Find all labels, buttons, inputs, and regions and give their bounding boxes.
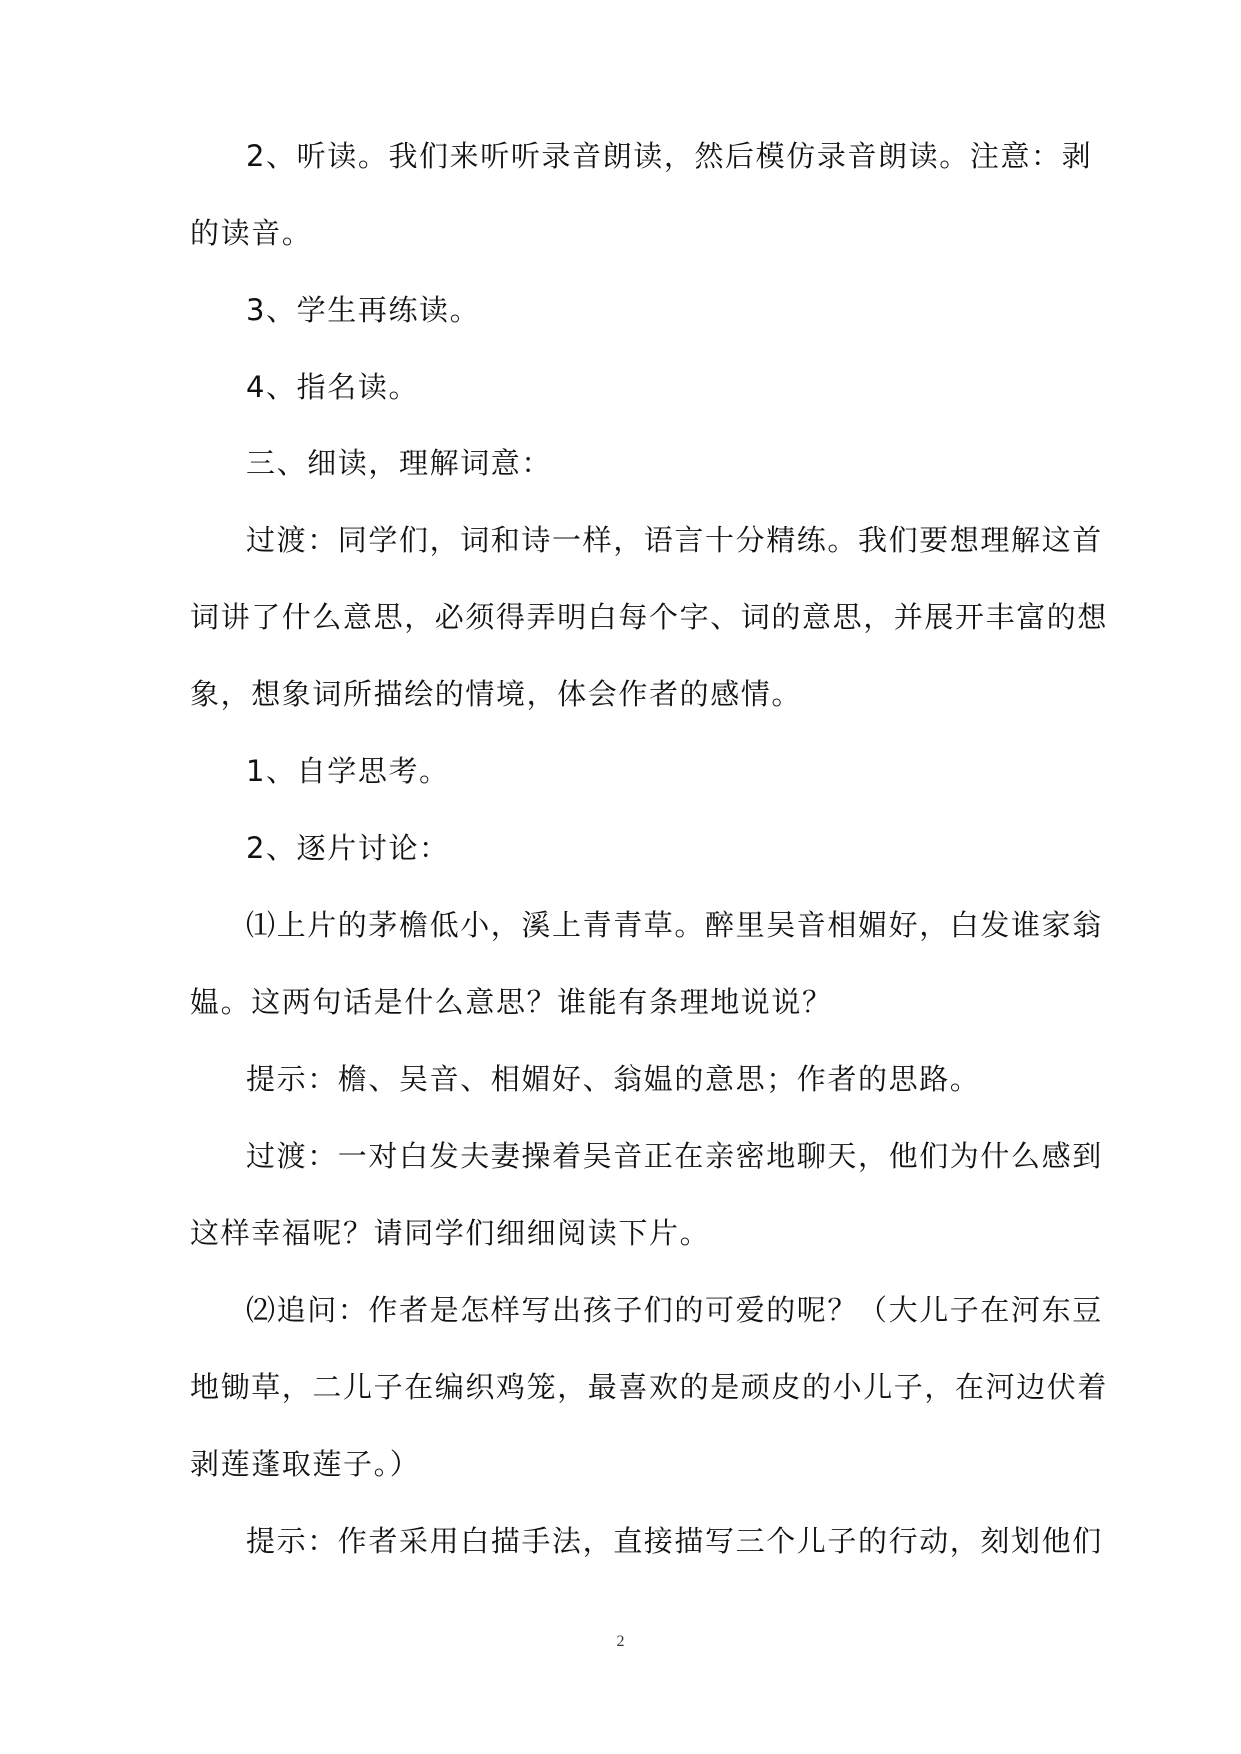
text-line: 提示：檐、吴音、相媚好、翁媪的意思；作者的思路。 — [246, 1062, 981, 1096]
text-line: 这样幸福呢？请同学们细细阅读下片。 — [190, 1216, 711, 1250]
page-number: 2 — [616, 1633, 625, 1650]
text-line: ⑴上片的茅檐低小，溪上青青草。醉里吴音相媚好，白发谁家翁 — [246, 908, 1103, 942]
text-line: 词讲了什么意思，必须得弄明白每个字、词的意思，并展开丰富的想 — [190, 600, 1109, 634]
text-line: 4、指名读。 — [246, 370, 420, 404]
text-line: 的读音。 — [190, 216, 313, 250]
text-line: 过渡：同学们，词和诗一样，语言十分精练。我们要想理解这首 — [246, 523, 1103, 557]
text-line: 象，想象词所描绘的情境，体会作者的感情。 — [190, 677, 803, 711]
text-line: 剥莲蓬取莲子。） — [190, 1447, 421, 1481]
section-heading: 三、细读，理解词意： — [246, 446, 553, 480]
text-line: 提示：作者采用白描手法，直接描写三个儿子的行动，刻划他们 — [246, 1524, 1103, 1558]
text-line: 2、逐片讨论： — [246, 831, 450, 865]
text-line: ⑵追问：作者是怎样写出孩子们的可爱的呢？（大儿子在河东豆 — [246, 1293, 1103, 1327]
text-line: 媪。这两句话是什么意思？谁能有条理地说说？ — [190, 985, 833, 1019]
text-line: 1、自学思考。 — [246, 754, 450, 788]
text-line: 地锄草，二儿子在编织鸡笼，最喜欢的是顽皮的小儿子，在河边伏着 — [190, 1370, 1109, 1404]
text-line: 过渡：一对白发夫妻操着吴音正在亲密地聊天，他们为什么感到 — [246, 1139, 1103, 1173]
text-line: 2、听读。我们来听听录音朗读，然后模仿录音朗读。注意：剥 — [246, 139, 1093, 173]
text-line: 3、学生再练读。 — [246, 293, 481, 327]
